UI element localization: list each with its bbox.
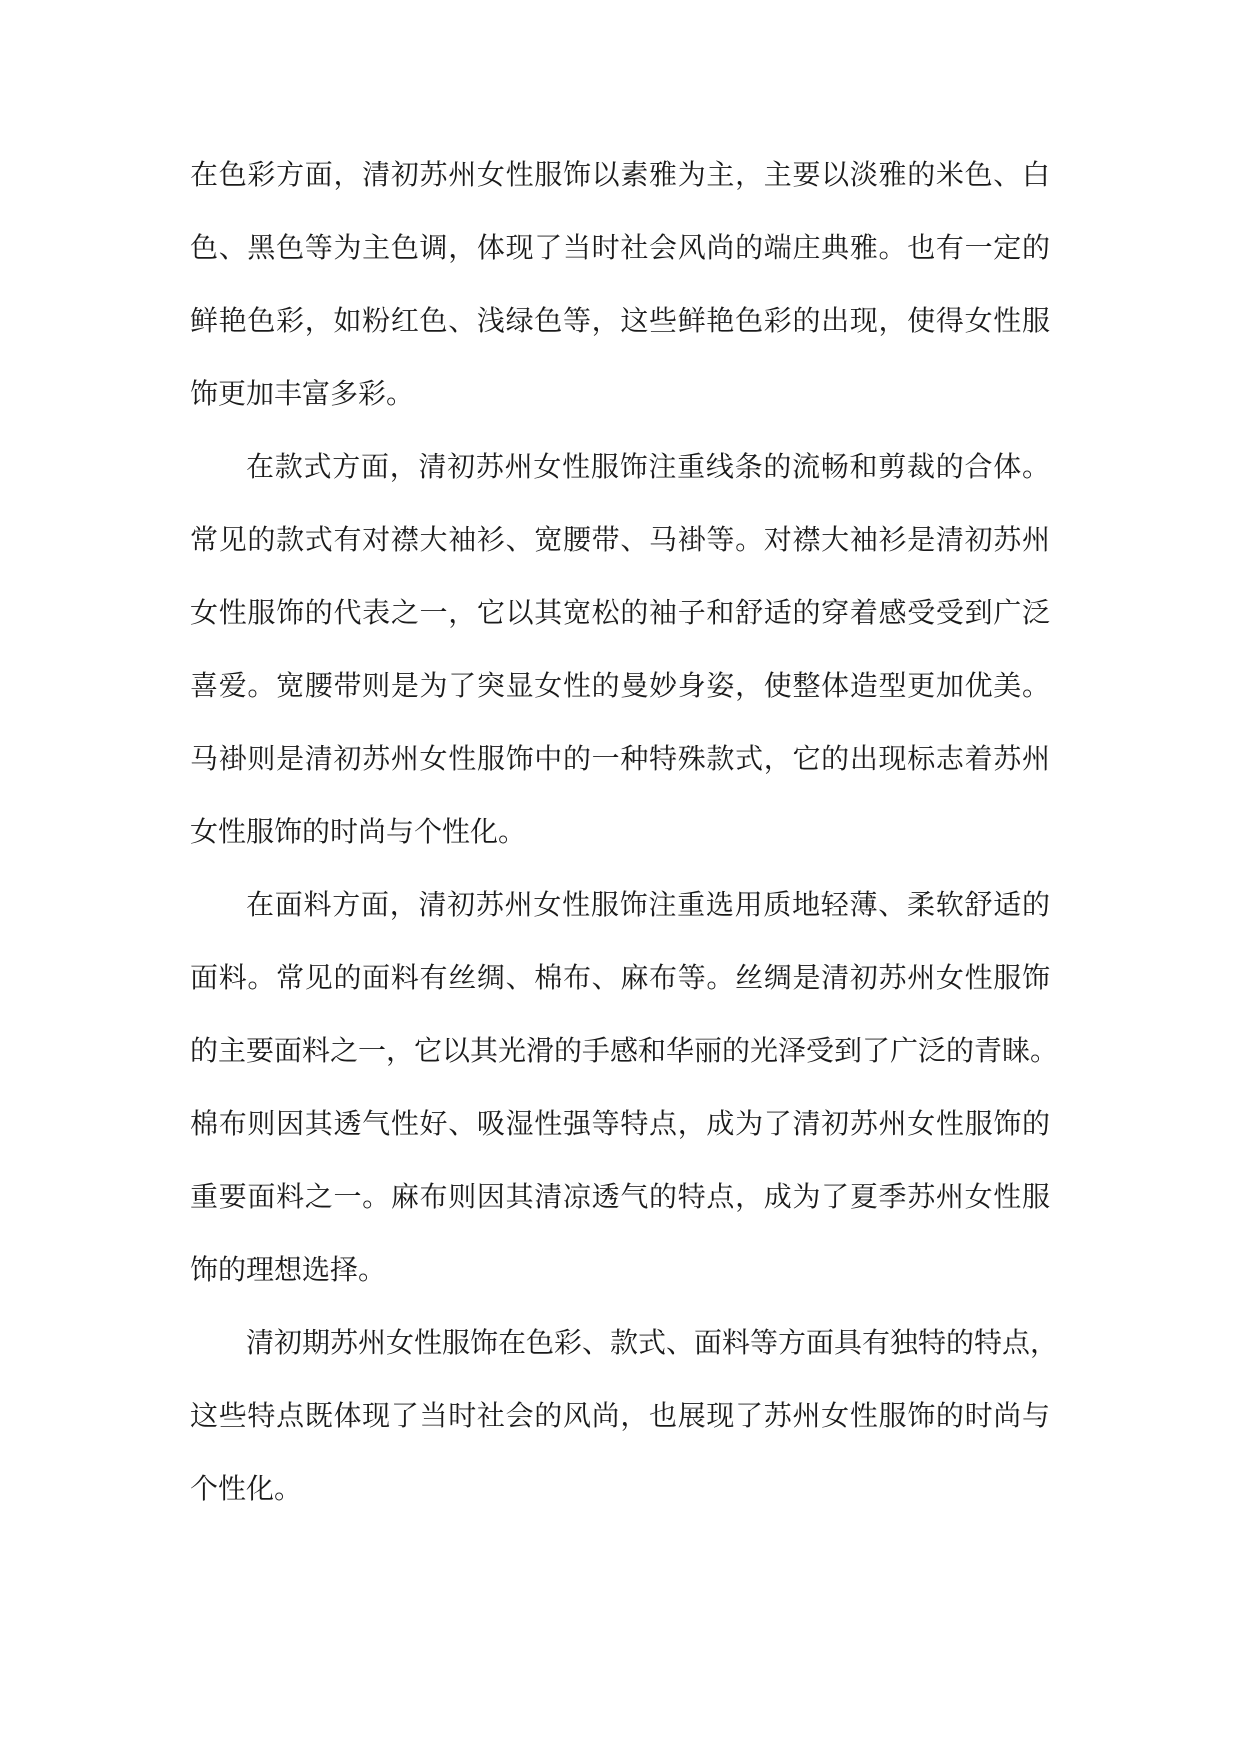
text-line: 棉布则因其透气性好、吸湿性强等特点，成为了清初苏州女性服饰的	[190, 1107, 1050, 1140]
text-line: 喜爱。宽腰带则是为了突显女性的曼妙身姿，使整体造型更加优美。	[190, 669, 1050, 702]
paragraph-first-line: 清初期苏州女性服饰在色彩、款式、面料等方面具有独特的特点，	[246, 1326, 1059, 1359]
text-line: 的主要面料之一，它以其光滑的手感和华丽的光泽受到了广泛的青睐。	[190, 1034, 1059, 1067]
text-line: 个性化。	[190, 1472, 303, 1505]
text-line: 色、黑色等为主色调，体现了当时社会风尚的端庄典雅。也有一定的	[190, 231, 1050, 264]
body-text	[190, 138, 1059, 1525]
text-line: 常见的款式有对襟大袖衫、宽腰带、马褂等。对襟大袖衫是清初苏州	[190, 523, 1050, 556]
text-line: 面料。常见的面料有丝绸、棉布、麻布等。丝绸是清初苏州女性服饰	[190, 961, 1050, 994]
text-line: 在色彩方面，清初苏州女性服饰以素雅为主，主要以淡雅的米色、白	[190, 158, 1050, 191]
text-line: 女性服饰的代表之一，它以其宽松的袖子和舒适的穿着感受受到广泛	[190, 596, 1050, 629]
text-line: 饰更加丰富多彩。	[190, 377, 415, 410]
text-line: 马褂则是清初苏州女性服饰中的一种特殊款式，它的出现标志着苏州	[190, 742, 1050, 775]
text-line: 鲜艳色彩，如粉红色、浅绿色等，这些鲜艳色彩的出现，使得女性服	[190, 304, 1050, 337]
text-line: 这些特点既体现了当时社会的风尚，也展现了苏州女性服饰的时尚与	[190, 1399, 1050, 1432]
text-line: 重要面料之一。麻布则因其清凉透气的特点，成为了夏季苏州女性服	[190, 1180, 1050, 1213]
paragraph-first-line: 在面料方面，清初苏州女性服饰注重选用质地轻薄、柔软舒适的	[246, 888, 1050, 921]
text-line: 饰的理想选择。	[190, 1253, 387, 1286]
text-line: 女性服饰的时尚与个性化。	[190, 815, 527, 848]
paragraph-first-line: 在款式方面，清初苏州女性服饰注重线条的流畅和剪裁的合体。	[246, 450, 1050, 483]
